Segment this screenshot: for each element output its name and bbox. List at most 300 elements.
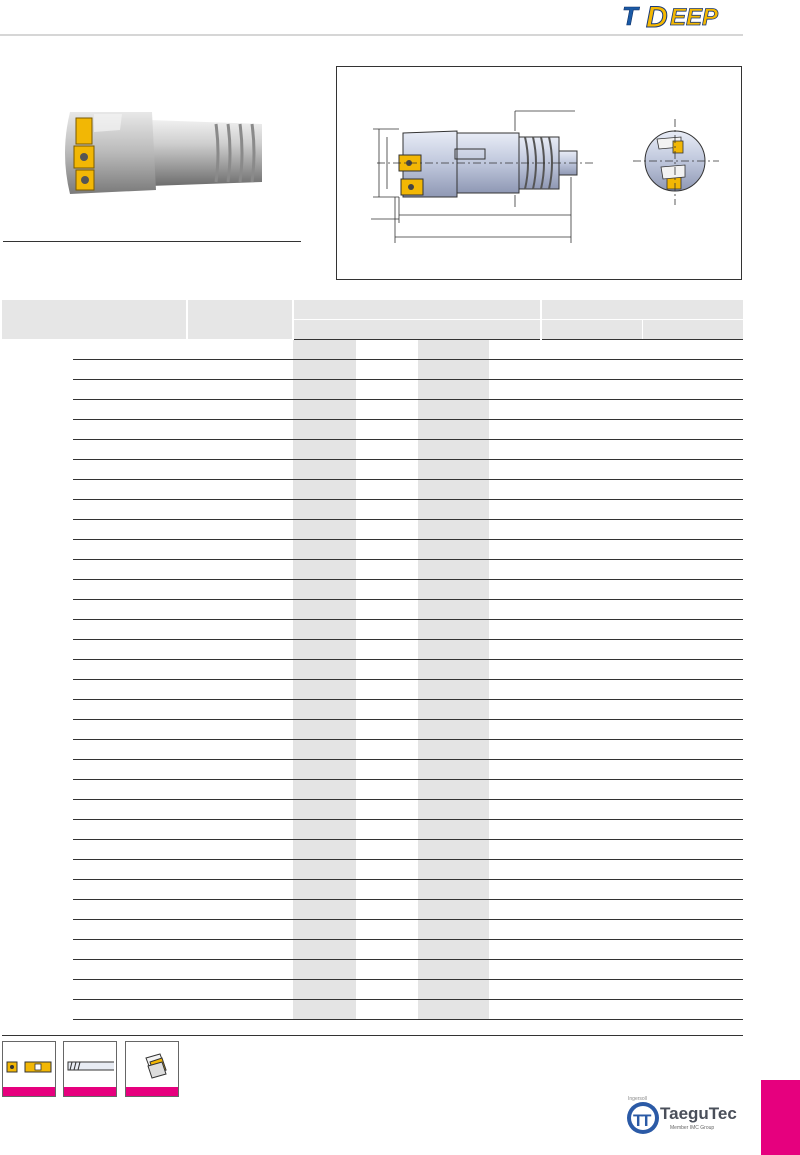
table-cell bbox=[418, 340, 489, 360]
header-rule bbox=[0, 34, 743, 36]
table-cell bbox=[541, 480, 642, 500]
table-cell bbox=[187, 880, 293, 900]
table-cell bbox=[2, 820, 73, 840]
table-cell bbox=[187, 980, 293, 1000]
table-cell bbox=[293, 520, 356, 540]
table-cell bbox=[642, 680, 743, 700]
table-cell bbox=[541, 560, 642, 580]
table-cell bbox=[293, 540, 356, 560]
table-cell bbox=[541, 360, 642, 380]
header-dimensions-sub bbox=[293, 320, 541, 340]
table-cell bbox=[356, 400, 418, 420]
table-cell bbox=[73, 620, 187, 640]
table-cell bbox=[418, 780, 489, 800]
table-cell bbox=[293, 840, 356, 860]
table-cell bbox=[187, 580, 293, 600]
shank-icon bbox=[63, 1041, 117, 1097]
table-cell bbox=[187, 800, 293, 820]
table-cell bbox=[187, 960, 293, 980]
table-cell bbox=[418, 760, 489, 780]
table-cell bbox=[73, 540, 187, 560]
table-cell bbox=[418, 400, 489, 420]
table-cell bbox=[356, 620, 418, 640]
table-cell bbox=[489, 500, 541, 520]
section-tab bbox=[761, 1080, 800, 1155]
table-row bbox=[2, 360, 743, 380]
table-row bbox=[2, 860, 743, 880]
table-cell bbox=[418, 480, 489, 500]
table-cell bbox=[2, 880, 73, 900]
table-cell bbox=[2, 580, 73, 600]
table-cell bbox=[642, 420, 743, 440]
table-cell bbox=[187, 1000, 293, 1020]
table-cell bbox=[418, 720, 489, 740]
table-cell bbox=[642, 700, 743, 720]
table-cell bbox=[418, 640, 489, 660]
table-cell bbox=[293, 680, 356, 700]
svg-text:T: T bbox=[622, 1, 638, 31]
table-cell bbox=[418, 360, 489, 380]
table-cell bbox=[489, 760, 541, 780]
table-cell bbox=[642, 460, 743, 480]
table-cell bbox=[418, 500, 489, 520]
table-cell bbox=[418, 900, 489, 920]
table-cell bbox=[356, 760, 418, 780]
table-cell bbox=[356, 420, 418, 440]
header-designation bbox=[2, 300, 187, 340]
table-cell bbox=[418, 600, 489, 620]
table-cell bbox=[642, 580, 743, 600]
table-cell bbox=[73, 680, 187, 700]
table-cell bbox=[187, 420, 293, 440]
table-cell bbox=[541, 460, 642, 480]
table-cell bbox=[2, 520, 73, 540]
table-cell bbox=[541, 380, 642, 400]
table-cell bbox=[73, 360, 187, 380]
table-row bbox=[2, 380, 743, 400]
table-cell bbox=[489, 560, 541, 580]
table-cell bbox=[2, 440, 73, 460]
table-cell bbox=[541, 500, 642, 520]
table-cell bbox=[293, 860, 356, 880]
insert-icon bbox=[2, 1041, 56, 1097]
table-cell bbox=[541, 420, 642, 440]
table-row bbox=[2, 420, 743, 440]
table-cell bbox=[642, 920, 743, 940]
table-cell bbox=[418, 880, 489, 900]
table-cell bbox=[642, 880, 743, 900]
svg-text:T: T bbox=[633, 1111, 644, 1130]
table-cell bbox=[2, 640, 73, 660]
table-cell bbox=[541, 720, 642, 740]
table-cell bbox=[293, 580, 356, 600]
table-cell bbox=[418, 520, 489, 540]
table-cell bbox=[642, 860, 743, 880]
table-cell bbox=[541, 600, 642, 620]
table-cell bbox=[356, 340, 418, 360]
table-cell bbox=[356, 380, 418, 400]
table-cell bbox=[356, 740, 418, 760]
table-cell bbox=[293, 780, 356, 800]
table-cell bbox=[541, 860, 642, 880]
table-row bbox=[2, 720, 743, 740]
table-cell bbox=[2, 960, 73, 980]
table-row bbox=[2, 940, 743, 960]
table-header-row-1 bbox=[2, 300, 743, 320]
table-cell bbox=[541, 520, 642, 540]
table-cell bbox=[642, 500, 743, 520]
table-cell bbox=[73, 600, 187, 620]
table-cell bbox=[2, 380, 73, 400]
table-cell bbox=[2, 420, 73, 440]
table-cell bbox=[489, 860, 541, 880]
table-row bbox=[2, 660, 743, 680]
table-row bbox=[2, 540, 743, 560]
table-cell bbox=[293, 480, 356, 500]
table-cell bbox=[356, 520, 418, 540]
table-cell bbox=[2, 920, 73, 940]
table-cell bbox=[418, 660, 489, 680]
table-cell bbox=[418, 920, 489, 940]
table-cell bbox=[642, 820, 743, 840]
table-cell bbox=[187, 680, 293, 700]
table-cell bbox=[73, 480, 187, 500]
table-cell bbox=[293, 900, 356, 920]
table-row bbox=[2, 840, 743, 860]
table-row bbox=[2, 340, 743, 360]
table-cell bbox=[2, 980, 73, 1000]
table-cell bbox=[2, 900, 73, 920]
table-cell bbox=[187, 600, 293, 620]
table-cell bbox=[187, 840, 293, 860]
table-row bbox=[2, 780, 743, 800]
table-cell bbox=[356, 440, 418, 460]
table-row bbox=[2, 820, 743, 840]
table-cell bbox=[489, 420, 541, 440]
table-cell bbox=[73, 980, 187, 1000]
table-cell bbox=[293, 460, 356, 480]
table-cell bbox=[293, 740, 356, 760]
table-cell bbox=[489, 540, 541, 560]
table-cell bbox=[418, 560, 489, 580]
header-code bbox=[187, 300, 293, 340]
table-cell bbox=[73, 960, 187, 980]
table-cell bbox=[293, 640, 356, 660]
table-cell bbox=[642, 600, 743, 620]
table-cell bbox=[489, 700, 541, 720]
table-cell bbox=[293, 440, 356, 460]
table-cell bbox=[293, 920, 356, 940]
table-cell bbox=[541, 780, 642, 800]
svg-text:T: T bbox=[641, 1111, 652, 1130]
table-cell bbox=[2, 340, 73, 360]
table-cell bbox=[541, 400, 642, 420]
table-cell bbox=[73, 720, 187, 740]
table-cell bbox=[293, 560, 356, 580]
table-cell bbox=[541, 660, 642, 680]
table-cell bbox=[73, 440, 187, 460]
table-cell bbox=[541, 920, 642, 940]
table-cell bbox=[187, 560, 293, 580]
table-cell bbox=[642, 1000, 743, 1020]
table-cell bbox=[356, 840, 418, 860]
tdeep-logo bbox=[618, 0, 748, 32]
table-cell bbox=[642, 520, 743, 540]
table-cell bbox=[2, 800, 73, 820]
table-cell bbox=[489, 960, 541, 980]
table-cell bbox=[418, 540, 489, 560]
brand-name: TaeguTec bbox=[660, 1104, 737, 1123]
brand-sub-text: Member IMC Group bbox=[670, 1125, 715, 1131]
table-cell bbox=[73, 420, 187, 440]
table-row bbox=[2, 500, 743, 520]
table-cell bbox=[2, 840, 73, 860]
table-cell bbox=[73, 900, 187, 920]
table-cell bbox=[418, 1000, 489, 1020]
table-cell bbox=[356, 360, 418, 380]
table-cell bbox=[642, 380, 743, 400]
table-cell bbox=[73, 700, 187, 720]
table-cell bbox=[187, 820, 293, 840]
table-row bbox=[2, 480, 743, 500]
table-cell bbox=[73, 380, 187, 400]
table-cell bbox=[293, 700, 356, 720]
table-cell bbox=[489, 400, 541, 420]
table-cell bbox=[489, 460, 541, 480]
table-cell bbox=[73, 560, 187, 580]
table-cell bbox=[293, 600, 356, 620]
table-cell bbox=[356, 700, 418, 720]
table-cell bbox=[541, 700, 642, 720]
table-cell bbox=[356, 880, 418, 900]
table-cell bbox=[541, 880, 642, 900]
table-row bbox=[2, 880, 743, 900]
table-row bbox=[2, 600, 743, 620]
table-cell bbox=[2, 540, 73, 560]
table-cell bbox=[293, 880, 356, 900]
table-cell bbox=[356, 580, 418, 600]
table-cell bbox=[356, 640, 418, 660]
table-cell bbox=[541, 640, 642, 660]
table-cell bbox=[642, 840, 743, 860]
table-cell bbox=[356, 960, 418, 980]
table-cell bbox=[642, 780, 743, 800]
table-cell bbox=[356, 560, 418, 580]
table-cell bbox=[293, 1000, 356, 1020]
table-cell bbox=[489, 1000, 541, 1020]
table-cell bbox=[541, 540, 642, 560]
table-cell bbox=[2, 1000, 73, 1020]
table-cell bbox=[2, 480, 73, 500]
table-cell bbox=[541, 680, 642, 700]
table-cell bbox=[2, 460, 73, 480]
table-cell bbox=[489, 720, 541, 740]
table-cell bbox=[2, 500, 73, 520]
table-cell bbox=[2, 720, 73, 740]
dimension-drawing bbox=[336, 66, 742, 280]
table-cell bbox=[293, 360, 356, 380]
table-cell bbox=[642, 740, 743, 760]
table-cell bbox=[187, 460, 293, 480]
table-cell bbox=[356, 540, 418, 560]
table-row bbox=[2, 760, 743, 780]
table-cell bbox=[2, 760, 73, 780]
table-cell bbox=[489, 620, 541, 640]
table-row bbox=[2, 580, 743, 600]
table-cell bbox=[2, 400, 73, 420]
table-row bbox=[2, 960, 743, 980]
table-row bbox=[2, 740, 743, 760]
table-cell bbox=[2, 860, 73, 880]
table-cell bbox=[73, 840, 187, 860]
table-cell bbox=[187, 660, 293, 680]
table-cell bbox=[418, 940, 489, 960]
table-cell bbox=[642, 440, 743, 460]
table-cell bbox=[187, 620, 293, 640]
table-cell bbox=[187, 400, 293, 420]
table-cell bbox=[418, 380, 489, 400]
table-cell bbox=[489, 940, 541, 960]
table-cell bbox=[489, 840, 541, 860]
table-cell bbox=[489, 740, 541, 760]
table-cell bbox=[293, 720, 356, 740]
table-cell bbox=[541, 960, 642, 980]
table-cell bbox=[187, 640, 293, 660]
table-row bbox=[2, 1000, 743, 1020]
table-cell bbox=[73, 1000, 187, 1020]
header-dimensions bbox=[293, 300, 541, 320]
table-cell bbox=[489, 920, 541, 940]
table-row bbox=[2, 560, 743, 580]
product-photo bbox=[40, 90, 280, 210]
table-cell bbox=[418, 700, 489, 720]
table-cell bbox=[73, 740, 187, 760]
table-cell bbox=[187, 540, 293, 560]
table-cell bbox=[2, 700, 73, 720]
table-cell bbox=[489, 360, 541, 380]
table-cell bbox=[356, 820, 418, 840]
table-cell bbox=[293, 400, 356, 420]
table-cell bbox=[356, 940, 418, 960]
table-cell bbox=[418, 960, 489, 980]
table-cell bbox=[541, 980, 642, 1000]
table-cell bbox=[2, 680, 73, 700]
table-cell bbox=[418, 460, 489, 480]
table-cell bbox=[187, 360, 293, 380]
table-row bbox=[2, 900, 743, 920]
table-cell bbox=[642, 960, 743, 980]
table-cell bbox=[642, 540, 743, 560]
table-cell bbox=[187, 480, 293, 500]
table-cell bbox=[356, 660, 418, 680]
table-cell bbox=[489, 780, 541, 800]
table-cell bbox=[642, 660, 743, 680]
table-cell bbox=[293, 340, 356, 360]
table-cell bbox=[293, 660, 356, 680]
table-row bbox=[2, 620, 743, 640]
table-cell bbox=[187, 900, 293, 920]
table-cell bbox=[293, 980, 356, 1000]
table-row bbox=[2, 640, 743, 660]
table-row bbox=[2, 920, 743, 940]
table-cell bbox=[489, 660, 541, 680]
table-cell bbox=[356, 980, 418, 1000]
table-cell bbox=[293, 800, 356, 820]
table-cell bbox=[356, 680, 418, 700]
table-cell bbox=[418, 980, 489, 1000]
table-cell bbox=[187, 500, 293, 520]
table-cell bbox=[418, 820, 489, 840]
brand-top-text: Ingersoll bbox=[628, 1096, 647, 1102]
table-cell bbox=[187, 340, 293, 360]
table-cell bbox=[73, 940, 187, 960]
table-cell bbox=[73, 760, 187, 780]
table-cell bbox=[489, 480, 541, 500]
table-cell bbox=[2, 620, 73, 640]
table-cell bbox=[642, 480, 743, 500]
table-row bbox=[2, 800, 743, 820]
table-cell bbox=[541, 340, 642, 360]
table-cell bbox=[489, 980, 541, 1000]
table-cell bbox=[73, 920, 187, 940]
table-cell bbox=[541, 760, 642, 780]
package-icon bbox=[125, 1041, 179, 1097]
table-cell bbox=[642, 340, 743, 360]
table-cell bbox=[2, 780, 73, 800]
table-cell bbox=[541, 840, 642, 860]
table-cell bbox=[541, 800, 642, 820]
table-cell bbox=[356, 1000, 418, 1020]
table-cell bbox=[356, 780, 418, 800]
table-cell bbox=[356, 720, 418, 740]
table-cell bbox=[541, 620, 642, 640]
table-cell bbox=[489, 800, 541, 820]
table-cell bbox=[187, 940, 293, 960]
table-cell bbox=[187, 520, 293, 540]
table-cell bbox=[293, 420, 356, 440]
table-cell bbox=[2, 560, 73, 580]
table-cell bbox=[418, 620, 489, 640]
table-cell bbox=[293, 940, 356, 960]
table-cell bbox=[418, 840, 489, 860]
table-cell bbox=[187, 380, 293, 400]
table-cell bbox=[418, 740, 489, 760]
table-cell bbox=[642, 760, 743, 780]
table-cell bbox=[73, 880, 187, 900]
table-row bbox=[2, 460, 743, 480]
table-cell bbox=[187, 860, 293, 880]
spec-table bbox=[2, 300, 743, 1020]
table-cell bbox=[2, 600, 73, 620]
photo-divider bbox=[3, 241, 301, 242]
table-cell bbox=[73, 660, 187, 680]
table-cell bbox=[642, 360, 743, 380]
table-cell bbox=[73, 580, 187, 600]
table-cell bbox=[356, 920, 418, 940]
table-cell bbox=[642, 640, 743, 660]
table-cell bbox=[642, 400, 743, 420]
table-cell bbox=[187, 780, 293, 800]
table-cell bbox=[293, 500, 356, 520]
table-cell bbox=[73, 860, 187, 880]
table-cell bbox=[489, 520, 541, 540]
table-cell bbox=[73, 460, 187, 480]
table-cell bbox=[293, 760, 356, 780]
table-cell bbox=[187, 920, 293, 940]
table-cell bbox=[489, 820, 541, 840]
table-cell bbox=[2, 360, 73, 380]
table-cell bbox=[293, 620, 356, 640]
